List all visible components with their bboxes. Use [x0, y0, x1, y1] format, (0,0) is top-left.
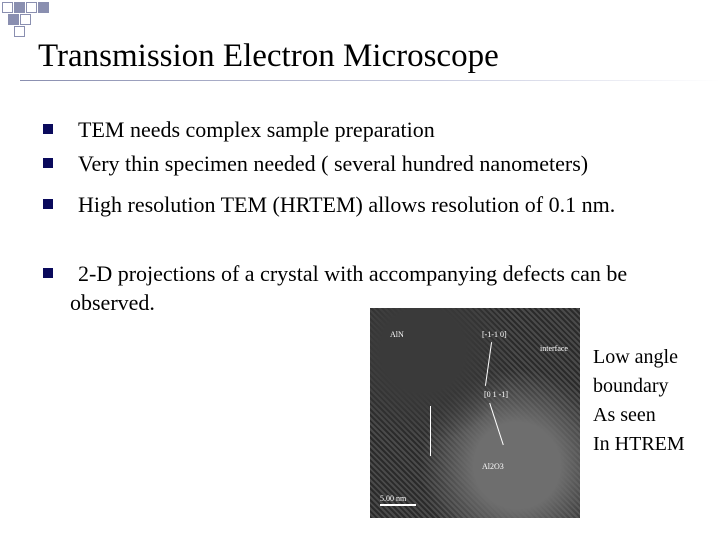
caption-line: Low angle [593, 346, 678, 368]
label-interface: interface [540, 344, 568, 353]
arrow-line [485, 342, 492, 386]
deco-square [14, 2, 25, 13]
bullet-text: TEM needs complex sample preparation [78, 117, 435, 142]
scale-bar [380, 504, 416, 506]
label-direction-2: [0 1 -1] [484, 390, 508, 399]
caption-line: As seen [593, 404, 656, 426]
bullet-item [70, 149, 710, 178]
bullet-marker-icon [43, 199, 53, 209]
bullet-marker-icon [43, 158, 53, 168]
bullet-text: High resolution TEM (HRTEM) allows resolution of 0.1 nm. [78, 192, 616, 217]
deco-square [2, 2, 13, 13]
bullet-marker-icon [43, 124, 53, 134]
label-direction-1: [-1-1 0] [482, 330, 507, 339]
label-al2o3: Al2O3 [482, 462, 504, 471]
caption-line: boundary [593, 375, 669, 397]
bullet-text: Very thin specimen needed ( several hundred nanometers) [78, 151, 589, 176]
slide-title: Transmission Electron Microscope [38, 38, 499, 74]
arrow-line [430, 406, 431, 456]
label-aln: AlN [390, 330, 404, 339]
deco-square [8, 14, 19, 25]
arrow-line [489, 403, 504, 445]
bullet-text: 2-D projections of a crystal with accompanying defects can be observed. [70, 261, 628, 315]
bullet-item [70, 115, 710, 144]
bullet-marker-icon [43, 268, 53, 278]
label-scale: 5.00 nm [380, 494, 407, 503]
deco-square [26, 2, 37, 13]
caption-line: In HTREM [593, 433, 685, 455]
image-caption [593, 343, 685, 459]
deco-square [14, 26, 25, 37]
decorative-squares [0, 0, 60, 40]
deco-square [38, 2, 49, 13]
title-underline [20, 80, 720, 81]
bullet-item [70, 190, 710, 219]
hrtem-micrograph [370, 308, 580, 518]
deco-square [20, 14, 31, 25]
